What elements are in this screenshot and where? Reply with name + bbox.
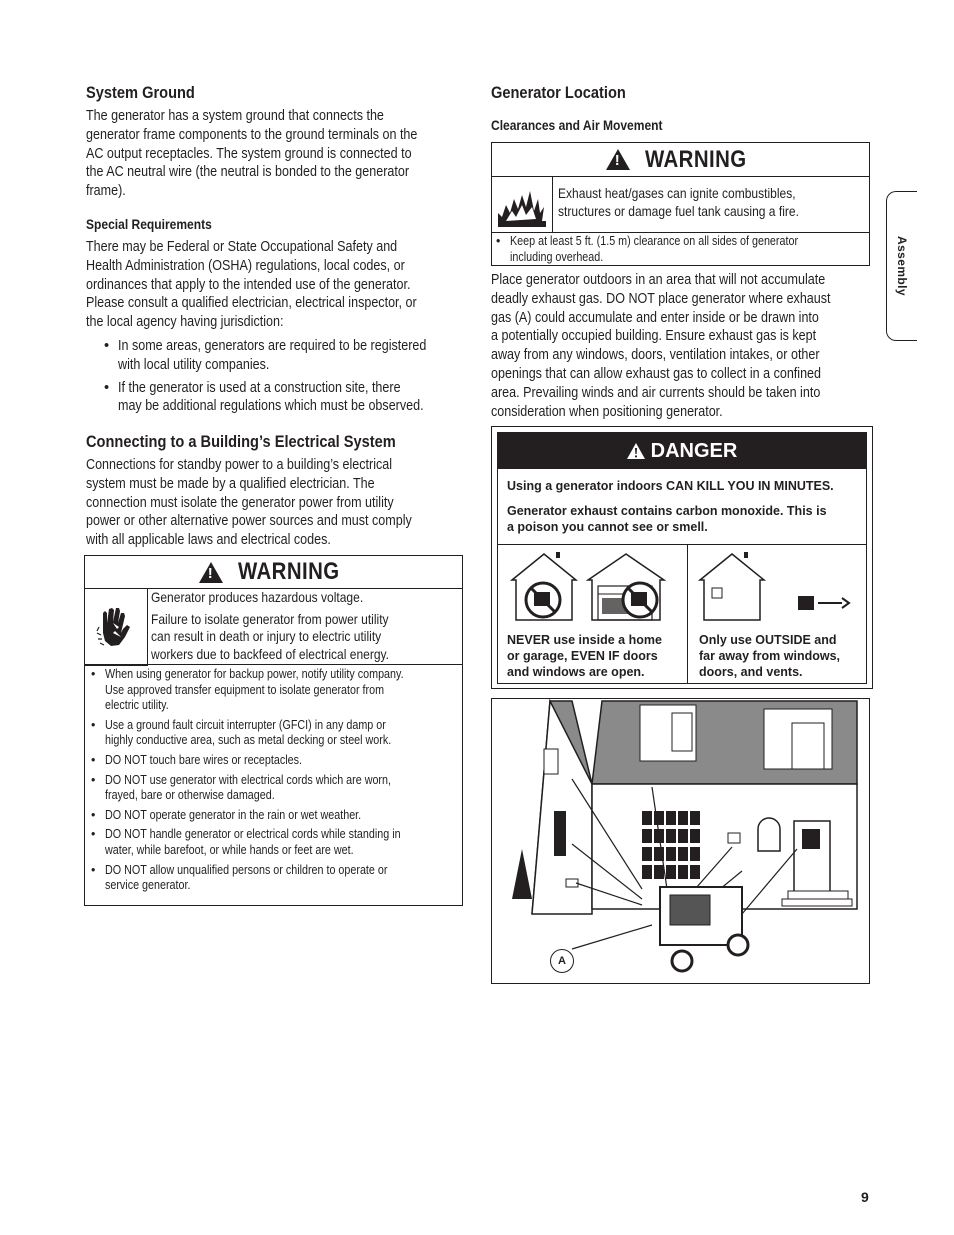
house-with-generator-icon — [492, 699, 869, 983]
fire-warning-text: Exhaust heat/gases can ignite combustibles, structures or damage fuel tank causing a fire. — [558, 185, 799, 219]
danger-header — [498, 433, 866, 469]
danger-line-2: Generator exhaust contains carbon monoxide. This is a poison you cannot see or smell. — [507, 504, 827, 534]
special-requirements-heading: Special Requirements — [86, 216, 212, 232]
list-item: • If the generator is used at a construction site, there may be additional regulations which must be observed. — [100, 379, 470, 417]
warning-text-2: Failure to isolate generator from power utility can result in death or injury to electric utility workers due to backfeed of electrical energy. — [151, 611, 390, 662]
section-tab-label: Assembly — [895, 236, 909, 296]
system-ground-heading: System Ground — [86, 83, 195, 102]
location-body: Place generator outdoors in an area that will not accumulate deadly exhaust gas. DO NOT place generator where exhaust gas (A) could accumulate and enter inside or be drawn into a potentially occupied building. Ensure exhaust gas is kept away from any windows, doors, ventilation intakes, or other openings that can allow exhaust gas to collect in a confined area. Prevailing winds and air currents should be taken into consideration when positioning generator. — [491, 272, 831, 420]
list-item: • DO NOT allow unqualified persons or children to operate or service generator. — [87, 863, 457, 894]
list-item: • In some areas, generators are required to be registered with local utility companies. — [100, 337, 470, 375]
special-requirements-body: There may be Federal or State Occupational Safety and Health Administration (OSHA) regulations, local codes, or ordinances that apply to the intended use of the generator. Please consult a qualified electrician, electrical inspector, or the local agency having jurisdiction: — [86, 239, 417, 331]
only-outside-text: Only use OUTSIDE and far away from windows, doors, and vents. — [699, 633, 841, 679]
warning-triangle-icon — [606, 149, 630, 170]
indoor-prohibited-icon — [506, 548, 682, 623]
warning-text-1: Generator produces hazardous voltage. — [151, 589, 364, 605]
list-item: • Keep at least 5 ft. (1.5 m) clearance on all sides of generator including overhead. — [492, 234, 864, 265]
list-item: • Use a ground fault circuit interrupter (GFCI) in any damp or highly conductive area, such as metal decking or steel work. — [87, 718, 457, 749]
warning-bullets — [87, 667, 457, 898]
clearances-heading: Clearances and Air Movement — [491, 117, 663, 133]
special-requirements-bullets — [100, 337, 470, 420]
electric-shock-icon — [85, 589, 148, 666]
generator-placement-illustration — [491, 698, 870, 984]
list-item: • DO NOT operate generator in the rain or wet weather. — [87, 808, 457, 824]
list-item: • DO NOT handle generator or electrical cords while standing in water, while barefoot, or while hands or feet are wet. — [87, 827, 457, 858]
warning-title: WARNING — [644, 145, 747, 173]
generator-location-heading: Generator Location — [491, 83, 626, 102]
outdoor-use-icon — [694, 548, 860, 623]
electrical-warning-box — [84, 555, 463, 906]
danger-triangle-icon — [627, 443, 645, 459]
list-item: • DO NOT touch bare wires or receptacles. — [87, 753, 457, 769]
system-ground-body: The generator has a system ground that connects the generator frame components to the ground terminals on the AC output receptacles. The system ground is connected to the AC neutral wire (the neutral is bonded to the generator frame). — [86, 108, 418, 200]
warning-header — [85, 556, 462, 589]
connecting-body: Connections for standby power to a building’s electrical system must be made by a qualified electrician. The connection must isolate the generator power from utility power or other alternative power sources and must comply with all applicable laws and electrical codes. — [86, 457, 412, 549]
danger-line-1: Using a generator indoors CAN KILL YOU IN MINUTES. — [507, 479, 834, 493]
warning-triangle-icon — [199, 562, 223, 583]
callout-a: A — [550, 949, 574, 973]
fire-warning-bullets — [492, 234, 864, 269]
danger-title: DANGER — [650, 439, 738, 462]
connecting-heading: Connecting to a Building’s Electrical System — [86, 432, 396, 451]
warning-header — [492, 143, 869, 177]
fire-warning-box — [491, 142, 870, 266]
page-number: 9 — [861, 1189, 869, 1205]
section-tab — [886, 191, 917, 341]
list-item: • DO NOT use generator with electrical cords which are worn, frayed, bare or otherwise damaged. — [87, 773, 457, 804]
danger-label — [491, 426, 873, 689]
fire-icon — [492, 177, 553, 232]
list-item: • When using generator for backup power, notify utility company. Use approved transfer equipment to isolate generator from electric utility. — [87, 667, 457, 714]
never-indoors-text: NEVER use inside a home or garage, EVEN IF doors and windows are open. — [507, 633, 662, 679]
warning-title: WARNING — [237, 558, 340, 585]
